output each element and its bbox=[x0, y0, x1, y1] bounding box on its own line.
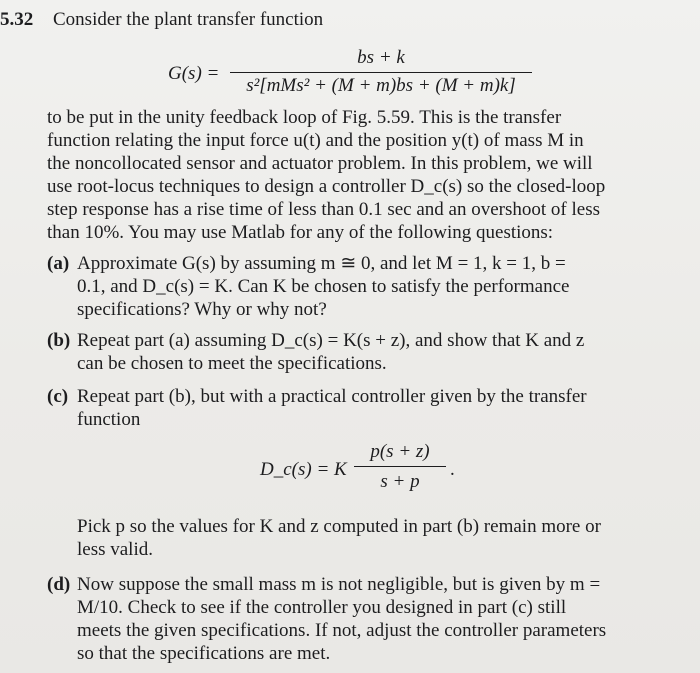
part-d-line: meets the given specifications. If not, adjust the controller parameters bbox=[77, 620, 607, 641]
gs-equation-lhs: G(s) = bbox=[168, 63, 220, 84]
part-b-label: (b) bbox=[47, 330, 71, 351]
dc-numerator: p(s + z) bbox=[370, 441, 430, 462]
intro-line: to be put in the unity feedback loop of Fig. 5.59. This is the transfer bbox=[47, 107, 562, 128]
part-c-line: Pick p so the values for K and z computed in part (b) remain more or bbox=[77, 516, 601, 537]
intro-line: the noncollocated sensor and actuator problem. In this problem, we will bbox=[47, 153, 593, 174]
intro-line: step response has a rise time of less than 0.1 sec and an overshoot of less bbox=[47, 199, 600, 220]
dc-denominator: s + p bbox=[380, 471, 420, 492]
gs-fraction-bar bbox=[230, 72, 532, 73]
part-d-line: so that the specifications are met. bbox=[77, 643, 331, 664]
problem-number: 5.32 bbox=[0, 9, 34, 30]
part-a-line: specifications? Why or why not? bbox=[77, 299, 327, 320]
part-c-line: less valid. bbox=[77, 539, 153, 560]
part-b-line: can be chosen to meet the specifications. bbox=[77, 353, 387, 374]
part-c-line: function bbox=[77, 409, 141, 430]
gs-denominator: s²[mMs² + (M + m)bs + (M + m)k] bbox=[246, 75, 516, 96]
part-d-line: Now suppose the small mass m is not negligible, but is given by m = bbox=[77, 574, 601, 595]
part-a-line: Approximate G(s) by assuming m ≅ 0, and let M = 1, k = 1, b = bbox=[77, 253, 566, 274]
part-a-line: 0.1, and D_c(s) = K. Can K be chosen to satisfy the performance bbox=[77, 276, 570, 297]
part-c-label: (c) bbox=[47, 386, 69, 407]
part-a-label: (a) bbox=[47, 253, 70, 274]
dc-fraction-bar bbox=[354, 466, 446, 467]
problem-heading: Consider the plant transfer function bbox=[53, 9, 324, 30]
dc-equation-period: . bbox=[450, 459, 455, 480]
intro-line: than 10%. You may use Matlab for any of the following questions: bbox=[47, 222, 554, 243]
part-d-line: M/10. Check to see if the controller you designed in part (c) still bbox=[77, 597, 567, 618]
part-c-line: Repeat part (b), but with a practical controller given by the transfer bbox=[77, 386, 587, 407]
intro-line: function relating the input force u(t) and the position y(t) of mass M in bbox=[47, 130, 584, 151]
part-d-label: (d) bbox=[47, 574, 71, 595]
part-b-line: Repeat part (a) assuming D_c(s) = K(s + z), and show that K and z bbox=[77, 330, 585, 351]
intro-line: use root-locus techniques to design a controller D_c(s) so the closed-loop bbox=[47, 176, 606, 197]
gs-numerator: bs + k bbox=[357, 47, 405, 68]
dc-equation-lhs: D_c(s) = K bbox=[260, 459, 347, 480]
